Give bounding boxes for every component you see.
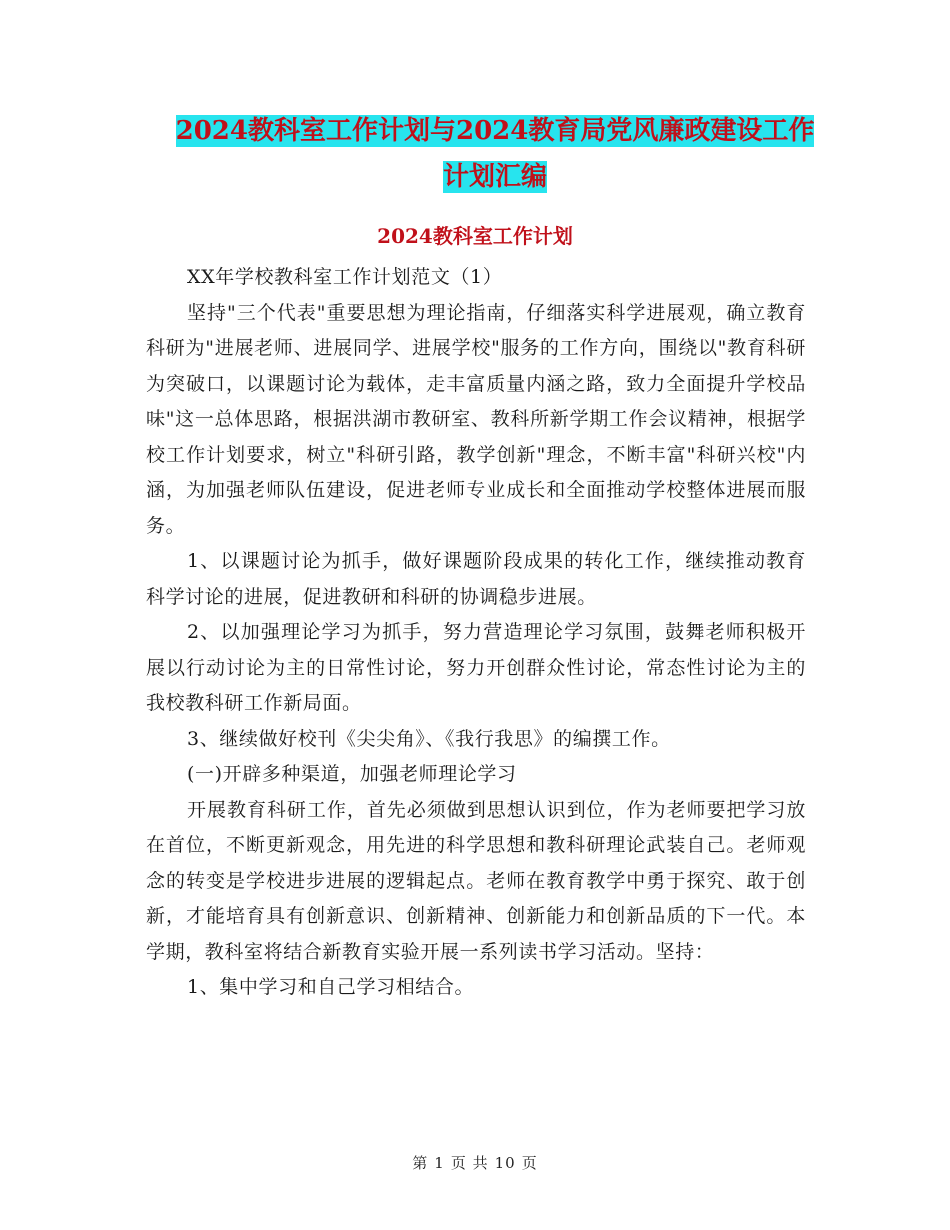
paragraph-item-2: 2、以加强理论学习为抓手，努力营造理论学习氛围，鼓舞老师积极开展以行动讨论为主的日常性讨论，努力开创群众性讨论，常态性讨论为主的我校教科研工作新局面。 xyxy=(146,621,806,714)
footer-suffix: 页 xyxy=(521,1154,538,1172)
document-body xyxy=(146,260,806,1006)
footer-mid: 页 共 xyxy=(450,1154,489,1172)
paragraph-item-3: 3、继续做好校刊《尖尖角》、《我行我思》的编撰工作。 xyxy=(187,727,671,750)
paragraph-intro: XX年学校教科室工作计划范文（1） xyxy=(187,266,503,288)
page-footer xyxy=(0,1152,950,1173)
footer-page-total: 10 xyxy=(494,1154,516,1172)
document-title xyxy=(150,108,840,200)
paragraph-item-1: 1、以课题讨论为抓手，做好课题阶段成果的转化工作，继续推动教育科学讨论的进展，促进教研和科研的协调稳步进展。 xyxy=(146,550,806,608)
document-title-line2: 计划汇编 xyxy=(442,162,547,192)
paragraph-guideline: 坚持"三个代表"重要思想为理论指南，仔细落实科学进展观，确立教育科研为"进展老师、进展同学、进展学校"服务的工作方向，围绕以"教育科研为突破口，以课题讨论为载体，走丰富质量内涵之路，致力全面提升学校品味"这一总体思路，根据洪湖市教研室、教科所新学期工作会议精神，根据学校工作计划要求，树立"科研引路，教学创新"理念，不断丰富"科研兴校"内涵，为加强老师队伍建设，促进老师专业成长和全面推动学校整体进展而服务。 xyxy=(146,301,806,537)
paragraph-heading-1: (一)开辟多种渠道，加强老师理论学习 xyxy=(187,763,517,785)
section-title: 2024教科室工作计划 xyxy=(377,224,573,248)
document-title-line1: 2024教科室工作计划与2024教育局党风廉政建设工作 xyxy=(175,116,815,146)
paragraph-study: 开展教育科研工作，首先必须做到思想认识到位，作为老师要把学习放在首位，不断更新观念，用先进的科学思想和教科研理论武装自己。老师观念的转变是学校进步进展的逻辑起点。老师在教育教学中勇于探究、敢于创新，才能培育具有创新意识、创新精神、创新能力和创新品质的下一代。本学期，教科室将结合新教育实验开展一系列读书学习活动。坚持： xyxy=(146,798,806,963)
footer-page-current: 1 xyxy=(434,1154,445,1172)
footer-prefix: 第 xyxy=(412,1154,429,1172)
paragraph-study-item-1: 1、集中学习和自己学习相结合。 xyxy=(187,976,475,998)
